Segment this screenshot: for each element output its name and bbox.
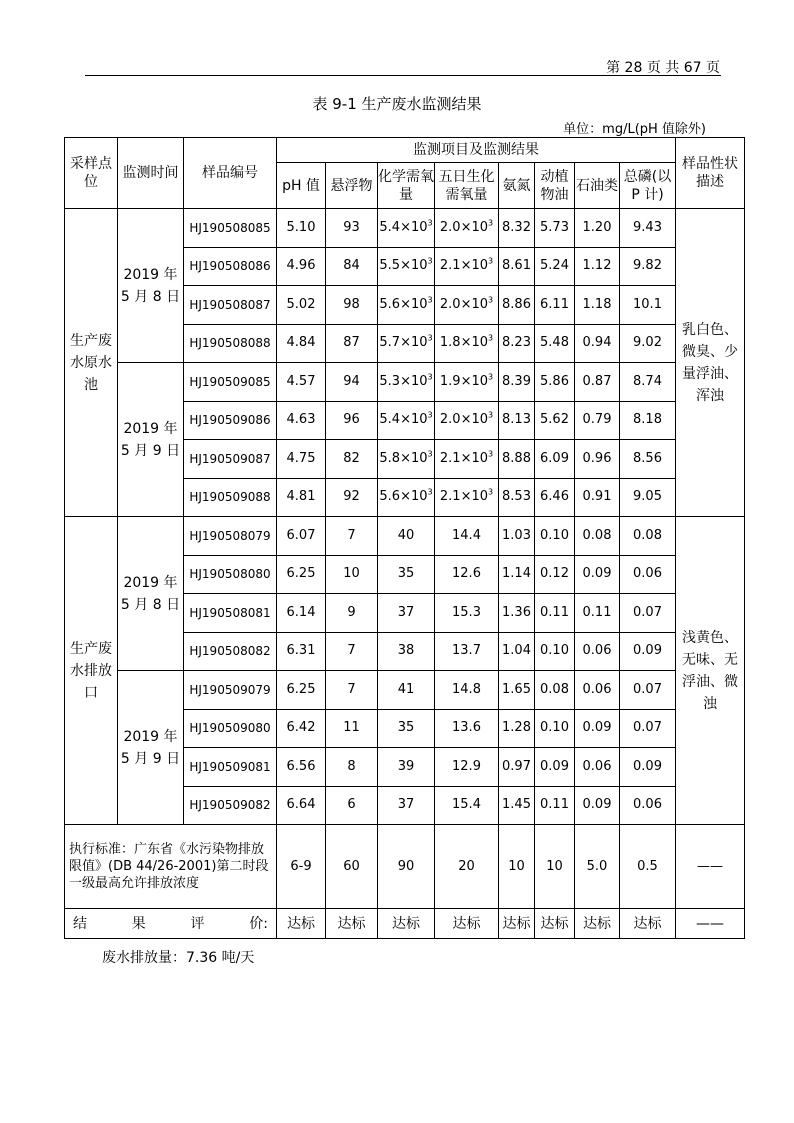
tp-value: 8.18 (620, 401, 676, 440)
ss-value: 93 (326, 209, 378, 248)
cod-value-mantissa: 5.6 (379, 489, 401, 505)
cod-value-exponent: 3 (427, 487, 433, 497)
petroleum-value: 0.94 (575, 324, 620, 363)
bod-value-exponent: 3 (488, 256, 494, 266)
bod-value (435, 401, 499, 440)
sample-description: 乳白色、微臭、少量浮油、浑浊 (676, 209, 745, 517)
oil-value: 5.24 (535, 247, 575, 286)
ss-value: 98 (326, 286, 378, 325)
bod-value-mantissa: 2.1 (439, 258, 461, 274)
table-row (65, 363, 745, 402)
bod-value-base: ×10 (460, 335, 489, 351)
tp-value: 8.56 (620, 440, 676, 479)
cod-value-base: ×10 (400, 489, 428, 505)
nh3n-value: 8.88 (499, 440, 535, 479)
sample-id: HJ190509088 (184, 478, 277, 517)
discharge-volume: 废水排放量：7.36 吨/天 (102, 950, 255, 966)
petroleum-value: 0.79 (575, 401, 620, 440)
cod-value: 41 (378, 671, 435, 710)
sample-id: HJ190508088 (184, 324, 277, 363)
header-rule (85, 75, 721, 76)
ph-value: 4.75 (277, 440, 326, 479)
petroleum-value: 1.20 (575, 209, 620, 248)
oil-value: 5.62 (535, 401, 575, 440)
evaluation-pet: 达标 (575, 909, 620, 939)
bod-value-exponent: 3 (488, 410, 494, 420)
tp-value: 9.02 (620, 324, 676, 363)
oil-value: 5.48 (535, 324, 575, 363)
oil-value: 0.12 (535, 555, 575, 594)
bod-value-base: ×10 (460, 450, 489, 466)
standard-bod: 20 (435, 825, 499, 909)
evaluation-row (65, 909, 745, 939)
sampling-date: 2019 年 5 月 8 日 (118, 209, 184, 363)
ss-value: 9 (326, 594, 378, 633)
petroleum-value: 0.06 (575, 748, 620, 787)
ss-value: 82 (326, 440, 378, 479)
sample-description: 浅黄色、无味、无浮油、微浊 (676, 517, 745, 825)
tp-value: 10.1 (620, 286, 676, 325)
ph-value: 6.56 (277, 748, 326, 787)
oil-value: 0.11 (535, 786, 575, 825)
ph-value: 4.63 (277, 401, 326, 440)
bod-value (435, 478, 499, 517)
cod-value (378, 440, 435, 479)
cod-value-exponent: 3 (427, 295, 433, 305)
standard-row (65, 825, 745, 909)
bod-value-exponent: 3 (488, 295, 494, 305)
evaluation-label-char: 果 (131, 915, 146, 932)
cod-value-mantissa: 5.5 (379, 258, 401, 274)
nh3n-value: 8.53 (499, 478, 535, 517)
bod-value (435, 440, 499, 479)
unit-note: 单位：mg/L(pH 值除外) (563, 122, 706, 137)
header-sample-id: 样品编号 (184, 138, 277, 209)
nh3n-value: 1.28 (499, 709, 535, 748)
sampling-date: 2019 年 5 月 8 日 (118, 517, 184, 671)
ss-value: 7 (326, 671, 378, 710)
oil-value: 0.08 (535, 671, 575, 710)
petroleum-value: 1.12 (575, 247, 620, 286)
ph-value: 4.84 (277, 324, 326, 363)
bod-value: 14.4 (435, 517, 499, 556)
ph-value: 6.64 (277, 786, 326, 825)
cod-value-exponent: 3 (427, 372, 433, 382)
oil-value: 5.86 (535, 363, 575, 402)
bod-value-base: ×10 (460, 258, 489, 274)
oil-value: 5.73 (535, 209, 575, 248)
ss-value: 10 (326, 555, 378, 594)
cod-value-exponent: 3 (427, 410, 433, 420)
bod-value-exponent: 3 (488, 372, 494, 382)
evaluation-tp: 达标 (620, 909, 676, 939)
wastewater-results-table (64, 137, 745, 939)
standard-ss: 60 (326, 825, 378, 909)
bod-value-mantissa: 2.1 (439, 450, 461, 466)
cod-value (378, 324, 435, 363)
header-ss: 悬浮物 (326, 163, 378, 209)
header-sampling-time: 监测时间 (118, 138, 184, 209)
evaluation-label-char: 评 (190, 915, 205, 932)
header-oil-animal: 动植物油 (535, 163, 575, 209)
cod-value-mantissa: 5.3 (379, 373, 401, 389)
oil-value: 6.46 (535, 478, 575, 517)
oil-value: 0.09 (535, 748, 575, 787)
sampling-point: 生产废水原水池 (65, 209, 118, 517)
sample-id: HJ190509086 (184, 401, 277, 440)
sample-id: HJ190508086 (184, 247, 277, 286)
nh3n-value: 1.14 (499, 555, 535, 594)
nh3n-value: 8.86 (499, 286, 535, 325)
tp-value: 0.09 (620, 748, 676, 787)
cod-value: 37 (378, 594, 435, 633)
cod-value: 35 (378, 555, 435, 594)
evaluation-label (65, 909, 277, 939)
bod-value: 12.9 (435, 748, 499, 787)
petroleum-value: 0.09 (575, 709, 620, 748)
header-items-group: 监测项目及监测结果 (277, 138, 676, 163)
cod-value-exponent: 3 (427, 218, 433, 228)
tp-value: 0.09 (620, 632, 676, 671)
ss-value: 96 (326, 401, 378, 440)
ph-value: 5.02 (277, 286, 326, 325)
sample-id: HJ190509087 (184, 440, 277, 479)
bod-value-mantissa: 2.0 (439, 219, 461, 235)
oil-value: 6.11 (535, 286, 575, 325)
nh3n-value: 0.97 (499, 748, 535, 787)
header-nh3n: 氨氮 (499, 163, 535, 209)
evaluation-label-char: 价: (249, 915, 268, 932)
sampling-date: 2019 年 5 月 9 日 (118, 671, 184, 825)
nh3n-value: 8.23 (499, 324, 535, 363)
sample-id: HJ190508085 (184, 209, 277, 248)
sample-id: HJ190509085 (184, 363, 277, 402)
nh3n-value: 1.65 (499, 671, 535, 710)
bod-value: 15.4 (435, 786, 499, 825)
bod-value-mantissa: 2.0 (439, 296, 461, 312)
ph-value: 6.14 (277, 594, 326, 633)
sample-id: HJ190508087 (184, 286, 277, 325)
table-row (65, 517, 745, 556)
petroleum-value: 0.08 (575, 517, 620, 556)
petroleum-value: 0.09 (575, 786, 620, 825)
nh3n-value: 1.04 (499, 632, 535, 671)
bod-value-exponent: 3 (488, 487, 494, 497)
cod-value-exponent: 3 (427, 333, 433, 343)
evaluation-ss: 达标 (326, 909, 378, 939)
petroleum-value: 0.11 (575, 594, 620, 633)
cod-value-mantissa: 5.4 (379, 219, 401, 235)
tp-value: 9.82 (620, 247, 676, 286)
cod-value-base: ×10 (400, 296, 428, 312)
tp-value: 0.06 (620, 555, 676, 594)
ss-value: 6 (326, 786, 378, 825)
header-petroleum: 石油类 (575, 163, 620, 209)
tp-value: 0.07 (620, 671, 676, 710)
oil-value: 6.09 (535, 440, 575, 479)
ph-value: 6.31 (277, 632, 326, 671)
tp-value: 8.74 (620, 363, 676, 402)
ph-value: 6.25 (277, 671, 326, 710)
standard-nh3n: 10 (499, 825, 535, 909)
ph-value: 4.96 (277, 247, 326, 286)
bod-value: 13.7 (435, 632, 499, 671)
bod-value (435, 209, 499, 248)
cod-value-base: ×10 (400, 335, 428, 351)
sample-id: HJ190508081 (184, 594, 277, 633)
petroleum-value: 0.96 (575, 440, 620, 479)
cod-value: 40 (378, 517, 435, 556)
standard-ph: 6-9 (277, 825, 326, 909)
cod-value: 38 (378, 632, 435, 671)
cod-value (378, 247, 435, 286)
petroleum-value: 0.06 (575, 671, 620, 710)
nh3n-value: 1.45 (499, 786, 535, 825)
oil-value: 0.10 (535, 632, 575, 671)
nh3n-value: 8.61 (499, 247, 535, 286)
cod-value-mantissa: 5.6 (379, 296, 401, 312)
cod-value-base: ×10 (400, 412, 428, 428)
bod-value-mantissa: 1.8 (439, 335, 461, 351)
cod-value (378, 401, 435, 440)
petroleum-value: 0.91 (575, 478, 620, 517)
oil-value: 0.10 (535, 709, 575, 748)
sample-id: HJ190508079 (184, 517, 277, 556)
page-number: 第 28 页 共 67 页 (606, 60, 720, 76)
bod-value (435, 247, 499, 286)
ph-value: 6.42 (277, 709, 326, 748)
sample-id: HJ190509082 (184, 786, 277, 825)
cod-value-base: ×10 (400, 219, 428, 235)
sample-id: HJ190508082 (184, 632, 277, 671)
ss-value: 8 (326, 748, 378, 787)
cod-value (378, 286, 435, 325)
header-description: 样品性状描述 (676, 138, 745, 209)
cod-value (378, 209, 435, 248)
ph-value: 5.10 (277, 209, 326, 248)
tp-value: 0.07 (620, 594, 676, 633)
header-cod: 化学需氧量 (378, 163, 435, 209)
bod-value: 15.3 (435, 594, 499, 633)
bod-value-base: ×10 (460, 296, 489, 312)
petroleum-value: 0.06 (575, 632, 620, 671)
cod-value-exponent: 3 (427, 256, 433, 266)
bod-value: 12.6 (435, 555, 499, 594)
sample-id: HJ190508080 (184, 555, 277, 594)
bod-value-base: ×10 (460, 219, 489, 235)
standard-pet: 5.0 (575, 825, 620, 909)
tp-value: 9.43 (620, 209, 676, 248)
cod-value-mantissa: 5.8 (379, 450, 401, 466)
ph-value: 6.25 (277, 555, 326, 594)
bod-value-exponent: 3 (488, 449, 494, 459)
cod-value-base: ×10 (400, 258, 428, 274)
ss-value: 94 (326, 363, 378, 402)
bod-value-mantissa: 2.0 (439, 412, 461, 428)
evaluation-ph: 达标 (277, 909, 326, 939)
nh3n-value: 8.39 (499, 363, 535, 402)
ss-value: 92 (326, 478, 378, 517)
evaluation-cod: 达标 (378, 909, 435, 939)
table-row (65, 209, 745, 248)
ph-value: 4.57 (277, 363, 326, 402)
header-tp: 总磷(以 P 计) (620, 163, 676, 209)
bod-value: 14.8 (435, 671, 499, 710)
petroleum-value: 0.87 (575, 363, 620, 402)
sample-id: HJ190509080 (184, 709, 277, 748)
ss-value: 87 (326, 324, 378, 363)
tp-value: 9.05 (620, 478, 676, 517)
bod-value-mantissa: 2.1 (439, 489, 461, 505)
sampling-date: 2019 年 5 月 9 日 (118, 363, 184, 517)
standard-cod: 90 (378, 825, 435, 909)
sampling-point: 生产废水排放口 (65, 517, 118, 825)
cod-value-base: ×10 (400, 450, 428, 466)
standard-desc: —— (676, 825, 745, 909)
cod-value: 39 (378, 748, 435, 787)
standard-oil: 10 (535, 825, 575, 909)
cod-value-mantissa: 5.7 (379, 335, 401, 351)
ss-value: 84 (326, 247, 378, 286)
bod-value (435, 363, 499, 402)
cod-value (378, 478, 435, 517)
nh3n-value: 1.03 (499, 517, 535, 556)
ss-value: 11 (326, 709, 378, 748)
tp-value: 0.08 (620, 517, 676, 556)
ph-value: 4.81 (277, 478, 326, 517)
evaluation-bod: 达标 (435, 909, 499, 939)
cod-value: 37 (378, 786, 435, 825)
cod-value: 35 (378, 709, 435, 748)
evaluation-desc: —— (676, 909, 745, 939)
petroleum-value: 1.18 (575, 286, 620, 325)
nh3n-value: 8.32 (499, 209, 535, 248)
cod-value-mantissa: 5.4 (379, 412, 401, 428)
table-row (65, 671, 745, 710)
bod-value (435, 286, 499, 325)
header-bod5: 五日生化需氧量 (435, 163, 499, 209)
nh3n-value: 1.36 (499, 594, 535, 633)
ss-value: 7 (326, 632, 378, 671)
sample-id: HJ190509081 (184, 748, 277, 787)
ss-value: 7 (326, 517, 378, 556)
evaluation-nh3n: 达标 (499, 909, 535, 939)
cod-value-base: ×10 (400, 373, 428, 389)
bod-value: 13.6 (435, 709, 499, 748)
standard-label: 执行标准：广东省《水污染物排放限值》(DB 44/26-2001)第二时段一级最高允许排放浓度 (65, 825, 277, 909)
cod-value (378, 363, 435, 402)
bod-value-mantissa: 1.9 (439, 373, 461, 389)
bod-value-base: ×10 (460, 373, 489, 389)
nh3n-value: 8.13 (499, 401, 535, 440)
bod-value (435, 324, 499, 363)
oil-value: 0.10 (535, 517, 575, 556)
evaluation-oil: 达标 (535, 909, 575, 939)
sample-id: HJ190509079 (184, 671, 277, 710)
header-sampling-point: 采样点位 (65, 138, 118, 209)
standard-tp: 0.5 (620, 825, 676, 909)
header-ph: pH 值 (277, 163, 326, 209)
bod-value-exponent: 3 (488, 218, 494, 228)
cod-value-exponent: 3 (427, 449, 433, 459)
tp-value: 0.07 (620, 709, 676, 748)
bod-value-base: ×10 (460, 489, 489, 505)
bod-value-exponent: 3 (488, 333, 494, 343)
petroleum-value: 0.09 (575, 555, 620, 594)
table-title: 表 9-1 生产废水监测结果 (312, 95, 482, 113)
oil-value: 0.11 (535, 594, 575, 633)
evaluation-label-char: 结 (73, 915, 87, 932)
bod-value-base: ×10 (460, 412, 489, 428)
tp-value: 0.06 (620, 786, 676, 825)
ph-value: 6.07 (277, 517, 326, 556)
